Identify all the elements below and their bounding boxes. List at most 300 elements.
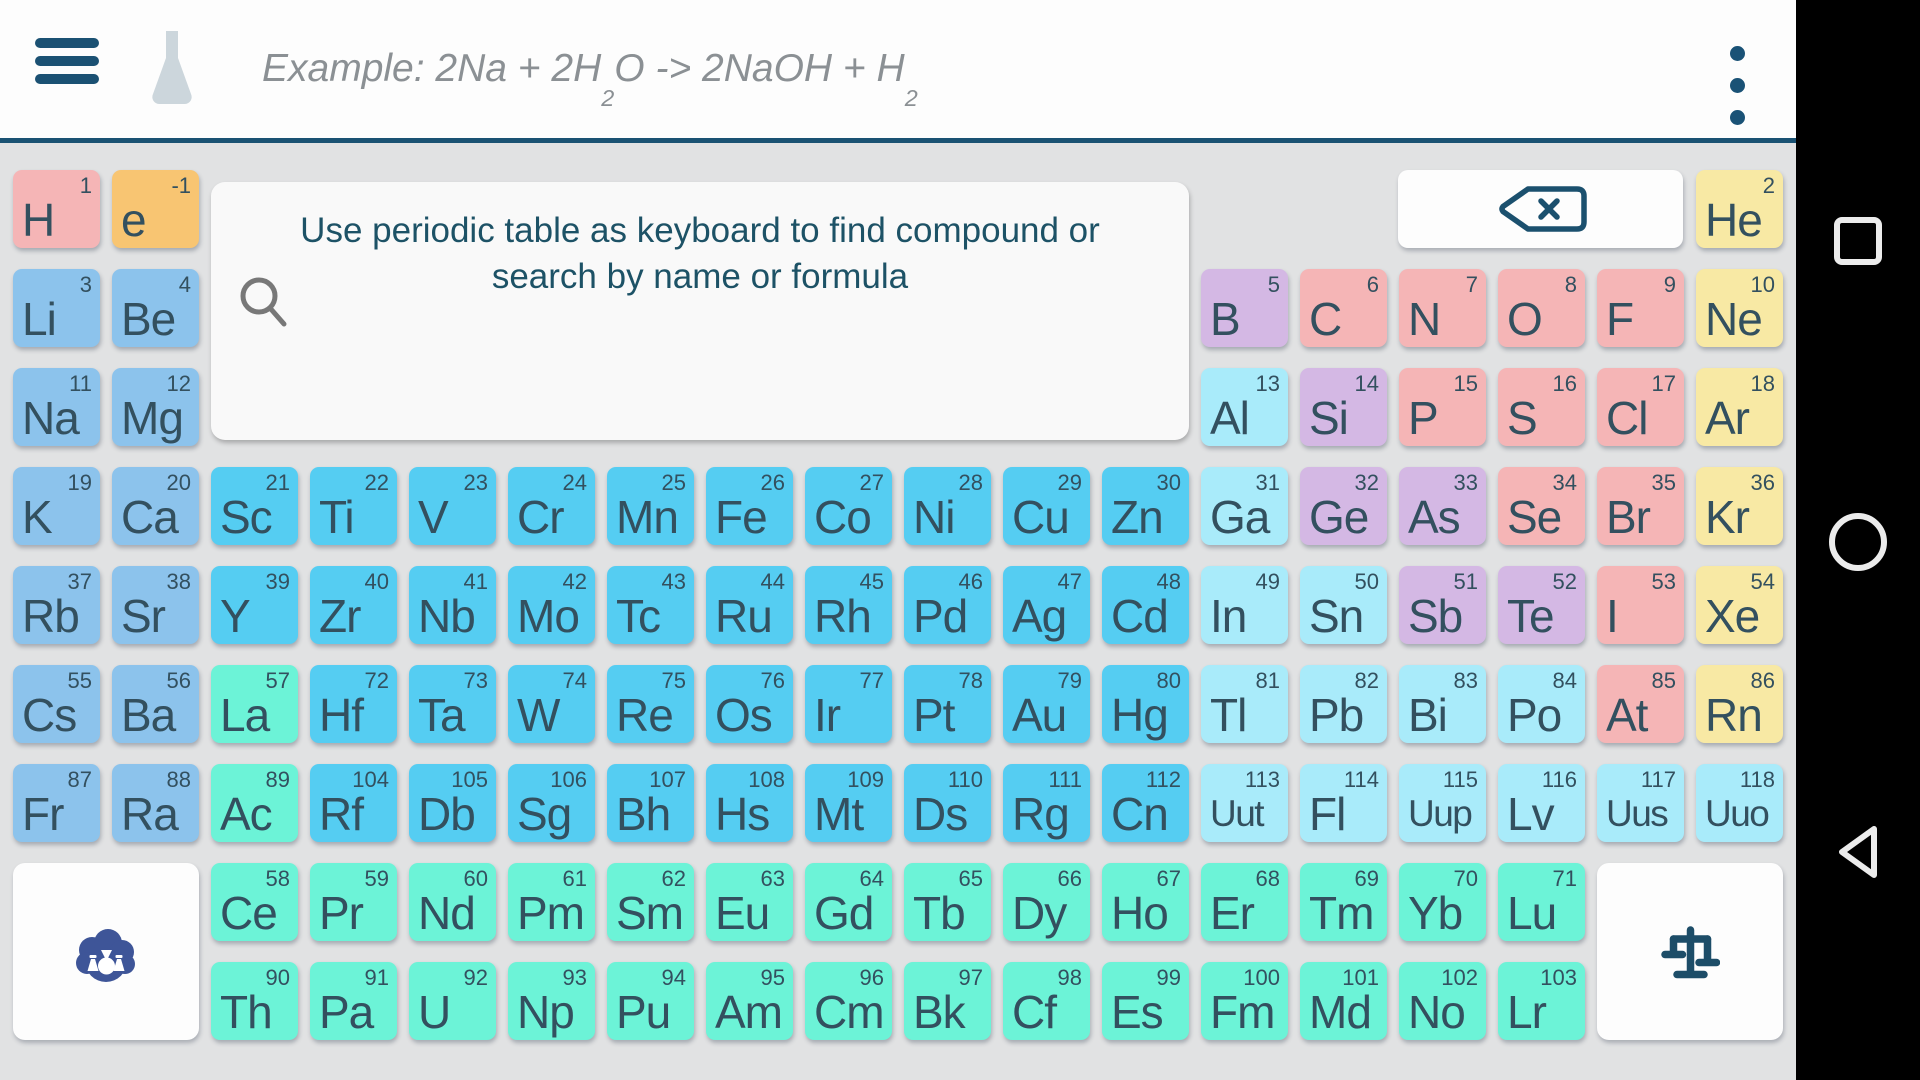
element-key-Pm[interactable] — [508, 863, 595, 941]
element-key-Sr[interactable] — [112, 566, 199, 644]
element-symbol: Ir — [814, 689, 841, 741]
element-symbol: Cn — [1111, 788, 1168, 840]
element-key-e[interactable] — [112, 170, 199, 248]
element-key-Y[interactable] — [211, 566, 298, 644]
element-symbol: Bk — [913, 986, 965, 1038]
element-key-Uus[interactable] — [1597, 764, 1684, 842]
atomic-number: 19 — [67, 470, 92, 495]
element-key-Rn[interactable] — [1696, 665, 1783, 743]
element-key-I[interactable] — [1597, 566, 1684, 644]
subscript: 2 — [601, 85, 615, 111]
element-symbol: I — [1606, 590, 1618, 642]
atomic-number: 31 — [1255, 470, 1280, 495]
element-symbol: Br — [1606, 491, 1650, 543]
element-symbol: He — [1705, 194, 1762, 246]
element-key-Yb[interactable] — [1399, 863, 1486, 941]
element-key-Sc[interactable] — [211, 467, 298, 545]
element-symbol: Zn — [1111, 491, 1163, 543]
element-symbol: Rh — [814, 590, 871, 642]
element-symbol: Rf — [319, 788, 363, 840]
element-symbol: Dy — [1012, 887, 1067, 939]
atomic-number: 60 — [463, 866, 488, 891]
element-key-Mo[interactable] — [508, 566, 595, 644]
element-symbol: Mo — [517, 590, 579, 642]
element-symbol: Be — [121, 293, 176, 345]
element-key-In[interactable] — [1201, 566, 1288, 644]
element-symbol: Fe — [715, 491, 767, 543]
atomic-number: 110 — [947, 767, 983, 792]
element-key-Hs[interactable] — [706, 764, 793, 842]
atomic-number: 99 — [1156, 965, 1181, 990]
atomic-number: 50 — [1354, 569, 1379, 594]
element-key-Na[interactable] — [13, 368, 100, 446]
element-symbol: Ca — [121, 491, 178, 543]
element-symbol: Cr — [517, 491, 564, 543]
element-symbol: Ru — [715, 590, 772, 642]
element-key-Uuo[interactable] — [1696, 764, 1783, 842]
element-key-Ta[interactable] — [409, 665, 496, 743]
search-info-box — [211, 182, 1189, 440]
atomic-number: 9 — [1663, 272, 1676, 297]
atomic-number: 92 — [463, 965, 488, 990]
element-key-Po[interactable] — [1498, 665, 1585, 743]
element-symbol: Y — [220, 590, 250, 642]
element-key-S[interactable] — [1498, 368, 1585, 446]
hamburger-icon — [35, 74, 99, 84]
element-symbol: Po — [1507, 689, 1562, 741]
recents-button[interactable] — [1796, 216, 1920, 266]
element-key-Hg[interactable] — [1102, 665, 1189, 743]
element-symbol: Ga — [1210, 491, 1270, 543]
atomic-number: 64 — [859, 866, 884, 891]
element-symbol: Na — [22, 392, 79, 444]
element-symbol: e — [121, 194, 146, 246]
element-symbol: At — [1606, 689, 1648, 741]
element-key-P[interactable] — [1399, 368, 1486, 446]
atomic-number: 105 — [451, 767, 488, 792]
element-key-Fr[interactable] — [13, 764, 100, 842]
back-button[interactable] — [1796, 822, 1920, 882]
element-symbol: Mn — [616, 491, 678, 543]
element-key-Uut[interactable] — [1201, 764, 1288, 842]
atomic-number: 20 — [166, 470, 191, 495]
atomic-number: 68 — [1255, 866, 1280, 891]
element-symbol: Eu — [715, 887, 770, 939]
atomic-number: 23 — [463, 470, 488, 495]
element-key-Cf[interactable] — [1003, 962, 1090, 1040]
element-key-Sn[interactable] — [1300, 566, 1387, 644]
element-key-Fl[interactable] — [1300, 764, 1387, 842]
element-key-Pa[interactable] — [310, 962, 397, 1040]
atomic-number: 111 — [1048, 767, 1082, 792]
atomic-number: 70 — [1453, 866, 1478, 891]
element-symbol: Uus — [1606, 793, 1668, 834]
atomic-number: 96 — [859, 965, 884, 990]
element-key-Rg[interactable] — [1003, 764, 1090, 842]
element-key-Ga[interactable] — [1201, 467, 1288, 545]
atomic-number: 33 — [1453, 470, 1478, 495]
element-symbol: Re — [616, 689, 673, 741]
atomic-number: 12 — [166, 371, 191, 396]
atomic-number: 88 — [166, 767, 191, 792]
element-key-Nb[interactable] — [409, 566, 496, 644]
element-symbol: Ra — [121, 788, 178, 840]
atomic-number: 36 — [1750, 470, 1775, 495]
atomic-number: 80 — [1156, 668, 1181, 693]
atomic-number: 109 — [847, 767, 884, 792]
molar-mass-panel-button[interactable] — [1597, 863, 1783, 1040]
element-symbol: Ce — [220, 887, 277, 939]
atomic-number: 115 — [1442, 767, 1478, 792]
element-symbol: Ni — [913, 491, 955, 543]
element-key-Tl[interactable] — [1201, 665, 1288, 743]
subscript: 2 — [904, 85, 918, 111]
atomic-number: 49 — [1255, 569, 1280, 594]
element-key-Os[interactable] — [706, 665, 793, 743]
element-symbol: Tl — [1210, 689, 1247, 741]
element-symbol: Cf — [1012, 986, 1056, 1038]
element-key-La[interactable] — [211, 665, 298, 743]
element-symbol: Np — [517, 986, 574, 1038]
element-key-O[interactable] — [1498, 269, 1585, 347]
element-symbol: Am — [715, 986, 782, 1038]
periodic-table-keyboard — [0, 143, 1796, 1080]
element-key-Br[interactable] — [1597, 467, 1684, 545]
element-key-Ag[interactable] — [1003, 566, 1090, 644]
element-key-Ra[interactable] — [112, 764, 199, 842]
atomic-number: 52 — [1552, 569, 1577, 594]
element-symbol: In — [1210, 590, 1247, 642]
element-key-F[interactable] — [1597, 269, 1684, 347]
element-key-Ba[interactable] — [112, 665, 199, 743]
element-key-Eu[interactable] — [706, 863, 793, 941]
element-symbol: U — [418, 986, 451, 1038]
element-key-Cu[interactable] — [1003, 467, 1090, 545]
element-key-Ds[interactable] — [904, 764, 991, 842]
atomic-number: 13 — [1255, 371, 1280, 396]
atomic-number: 93 — [562, 965, 587, 990]
element-key-Rb[interactable] — [13, 566, 100, 644]
element-key-Cs[interactable] — [13, 665, 100, 743]
element-symbol: C — [1309, 293, 1342, 345]
backspace-key[interactable] — [1398, 170, 1683, 248]
atomic-number: 62 — [661, 866, 686, 891]
element-key-Ti[interactable] — [310, 467, 397, 545]
element-symbol: Li — [22, 293, 56, 345]
element-symbol: Cu — [1012, 491, 1069, 543]
element-symbol: Sg — [517, 788, 572, 840]
element-key-Ar[interactable] — [1696, 368, 1783, 446]
element-key-Kr[interactable] — [1696, 467, 1783, 545]
atomic-number: 18 — [1750, 371, 1775, 396]
atomic-number: 118 — [1739, 767, 1775, 792]
element-key-Lu[interactable] — [1498, 863, 1585, 941]
element-symbol: Pr — [319, 887, 363, 939]
element-symbol: Lr — [1507, 986, 1546, 1038]
element-key-Pu[interactable] — [607, 962, 694, 1040]
vertical-ellipsis-icon — [1730, 110, 1745, 125]
element-symbol: Si — [1309, 392, 1348, 444]
atomic-number: 77 — [859, 668, 884, 693]
atomic-number: 15 — [1453, 371, 1478, 396]
home-button[interactable] — [1796, 511, 1920, 573]
element-symbol: Md — [1309, 986, 1371, 1038]
element-symbol: Yb — [1408, 887, 1463, 939]
element-key-Al[interactable] — [1201, 368, 1288, 446]
element-key-Uup[interactable] — [1399, 764, 1486, 842]
element-key-Xe[interactable] — [1696, 566, 1783, 644]
element-key-Cl[interactable] — [1597, 368, 1684, 446]
element-key-Tc[interactable] — [607, 566, 694, 644]
element-symbol: Se — [1507, 491, 1562, 543]
element-key-He[interactable] — [1696, 170, 1783, 248]
element-key-Bh[interactable] — [607, 764, 694, 842]
element-symbol: Cd — [1111, 590, 1168, 642]
element-key-As[interactable] — [1399, 467, 1486, 545]
element-symbol: Ba — [121, 689, 176, 741]
atomic-number: 85 — [1651, 668, 1676, 693]
element-key-Np[interactable] — [508, 962, 595, 1040]
element-symbol: Al — [1210, 392, 1249, 444]
element-symbol: Os — [715, 689, 772, 741]
element-key-V[interactable] — [409, 467, 496, 545]
element-key-Sb[interactable] — [1399, 566, 1486, 644]
element-key-Lr[interactable] — [1498, 962, 1585, 1040]
atomic-number: -1 — [171, 173, 191, 198]
element-key-B[interactable] — [1201, 269, 1288, 347]
circle-icon — [1827, 511, 1889, 573]
element-key-Zr[interactable] — [310, 566, 397, 644]
element-key-Ni[interactable] — [904, 467, 991, 545]
element-key-Se[interactable] — [1498, 467, 1585, 545]
atomic-number: 16 — [1552, 371, 1577, 396]
atomic-number: 58 — [265, 866, 290, 891]
flasks-blob-icon — [75, 921, 137, 983]
element-symbol: Cm — [814, 986, 884, 1038]
element-key-Mt[interactable] — [805, 764, 892, 842]
atomic-number: 94 — [661, 965, 686, 990]
element-symbol: Db — [418, 788, 475, 840]
atomic-number: 8 — [1564, 272, 1577, 297]
element-key-Bk[interactable] — [904, 962, 991, 1040]
atomic-number: 61 — [562, 866, 587, 891]
element-symbol: Lv — [1507, 788, 1554, 840]
compounds-panel-button[interactable] — [13, 863, 199, 1040]
atomic-number: 100 — [1243, 965, 1280, 990]
atomic-number: 17 — [1651, 371, 1676, 396]
element-key-Zn[interactable] — [1102, 467, 1189, 545]
atomic-number: 3 — [79, 272, 92, 297]
element-key-At[interactable] — [1597, 665, 1684, 743]
atomic-number: 67 — [1156, 866, 1181, 891]
element-key-Md[interactable] — [1300, 962, 1387, 1040]
atomic-number: 35 — [1651, 470, 1676, 495]
vertical-ellipsis-icon — [1730, 78, 1745, 93]
element-symbol: Sn — [1309, 590, 1364, 642]
element-symbol: Bi — [1408, 689, 1447, 741]
element-symbol: Tm — [1309, 887, 1374, 939]
atomic-number: 59 — [364, 866, 389, 891]
element-symbol: Es — [1111, 986, 1163, 1038]
atomic-number: 98 — [1057, 965, 1082, 990]
element-key-C[interactable] — [1300, 269, 1387, 347]
element-symbol: Cs — [22, 689, 77, 741]
element-symbol: Ds — [913, 788, 968, 840]
element-symbol: B — [1210, 293, 1240, 345]
element-key-Pt[interactable] — [904, 665, 991, 743]
element-key-Cd[interactable] — [1102, 566, 1189, 644]
element-symbol: Co — [814, 491, 871, 543]
element-key-Ru[interactable] — [706, 566, 793, 644]
element-key-Pr[interactable] — [310, 863, 397, 941]
atomic-number: 27 — [859, 470, 884, 495]
element-key-K[interactable] — [13, 467, 100, 545]
atomic-number: 72 — [364, 668, 389, 693]
element-key-Rf[interactable] — [310, 764, 397, 842]
atomic-number: 46 — [958, 569, 983, 594]
element-key-Er[interactable] — [1201, 863, 1288, 941]
element-key-Ho[interactable] — [1102, 863, 1189, 941]
atomic-number: 112 — [1145, 767, 1181, 792]
atomic-number: 32 — [1354, 470, 1379, 495]
element-key-Ce[interactable] — [211, 863, 298, 941]
app-header — [0, 0, 1796, 143]
element-key-Pd[interactable] — [904, 566, 991, 644]
element-key-Re[interactable] — [607, 665, 694, 743]
flask-icon — [148, 28, 196, 110]
backspace-icon — [1492, 182, 1590, 236]
overflow-menu-button[interactable] — [1730, 46, 1746, 142]
element-symbol: Mt — [814, 788, 864, 840]
atomic-number: 1 — [79, 173, 92, 198]
element-symbol: Pa — [319, 986, 374, 1038]
element-key-Au[interactable] — [1003, 665, 1090, 743]
triangle-left-icon — [1832, 822, 1884, 882]
element-symbol: Hs — [715, 788, 770, 840]
atomic-number: 39 — [265, 569, 290, 594]
element-key-Ir[interactable] — [805, 665, 892, 743]
atomic-number: 75 — [661, 668, 686, 693]
element-key-Cn[interactable] — [1102, 764, 1189, 842]
element-key-Rh[interactable] — [805, 566, 892, 644]
atomic-number: 53 — [1651, 569, 1676, 594]
element-key-Db[interactable] — [409, 764, 496, 842]
element-key-Sg[interactable] — [508, 764, 595, 842]
element-symbol: V — [418, 491, 448, 543]
atomic-number: 65 — [958, 866, 983, 891]
element-key-Am[interactable] — [706, 962, 793, 1040]
element-key-Cm[interactable] — [805, 962, 892, 1040]
atomic-number: 78 — [958, 668, 983, 693]
element-key-Dy[interactable] — [1003, 863, 1090, 941]
element-key-Tm[interactable] — [1300, 863, 1387, 941]
vertical-ellipsis-icon — [1730, 46, 1745, 61]
element-symbol: Pb — [1309, 689, 1364, 741]
atomic-number: 6 — [1366, 272, 1379, 297]
atomic-number: 117 — [1640, 767, 1676, 792]
element-key-Cr[interactable] — [508, 467, 595, 545]
element-key-N[interactable] — [1399, 269, 1486, 347]
element-key-Ac[interactable] — [211, 764, 298, 842]
atomic-number: 30 — [1156, 470, 1181, 495]
element-key-Co[interactable] — [805, 467, 892, 545]
element-symbol: Kr — [1705, 491, 1749, 543]
atomic-number: 4 — [178, 272, 191, 297]
element-symbol: Ac — [220, 788, 272, 840]
atomic-number: 25 — [661, 470, 686, 495]
atomic-number: 91 — [364, 965, 389, 990]
element-symbol: Tb — [913, 887, 965, 939]
element-key-H[interactable] — [13, 170, 100, 248]
atomic-number: 41 — [463, 569, 488, 594]
element-key-Th[interactable] — [211, 962, 298, 1040]
element-key-Gd[interactable] — [805, 863, 892, 941]
element-key-Si[interactable] — [1300, 368, 1387, 446]
atomic-number: 82 — [1354, 668, 1379, 693]
atomic-number: 63 — [760, 866, 785, 891]
element-key-U[interactable] — [409, 962, 496, 1040]
element-symbol: Nb — [418, 590, 475, 642]
element-key-Sm[interactable] — [607, 863, 694, 941]
atomic-number: 108 — [748, 767, 785, 792]
element-symbol: P — [1408, 392, 1438, 444]
element-symbol: Lu — [1507, 887, 1557, 939]
info-message: Use periodic table as keyboard to find compound or search by name or formula — [300, 211, 1100, 296]
element-symbol: K — [22, 491, 52, 543]
atomic-number: 116 — [1541, 767, 1577, 792]
element-key-Mg[interactable] — [112, 368, 199, 446]
atomic-number: 34 — [1552, 470, 1577, 495]
atomic-number: 11 — [69, 371, 92, 396]
element-symbol: As — [1408, 491, 1460, 543]
atomic-number: 14 — [1354, 371, 1379, 396]
hamburger-menu-button[interactable] — [35, 38, 99, 84]
element-key-No[interactable] — [1399, 962, 1486, 1040]
element-key-Bi[interactable] — [1399, 665, 1486, 743]
element-key-Nd[interactable] — [409, 863, 496, 941]
element-key-Ge[interactable] — [1300, 467, 1387, 545]
atomic-number: 21 — [265, 470, 290, 495]
element-key-Mn[interactable] — [607, 467, 694, 545]
element-key-Lv[interactable] — [1498, 764, 1585, 842]
formula-input[interactable]: Example: 2Na + 2H 2 O -> 2NaOH + H 2 — [262, 0, 1412, 138]
element-symbol: Fm — [1210, 986, 1275, 1038]
element-key-Es[interactable] — [1102, 962, 1189, 1040]
element-symbol: O — [1507, 293, 1542, 345]
element-symbol: Zr — [319, 590, 361, 642]
element-key-Tb[interactable] — [904, 863, 991, 941]
element-key-Fm[interactable] — [1201, 962, 1288, 1040]
element-symbol: Uup — [1408, 793, 1472, 834]
element-symbol: Th — [220, 986, 272, 1038]
element-key-Ne[interactable] — [1696, 269, 1783, 347]
atomic-number: 97 — [958, 965, 983, 990]
element-key-Li[interactable] — [13, 269, 100, 347]
element-key-Ca[interactable] — [112, 467, 199, 545]
element-key-Fe[interactable] — [706, 467, 793, 545]
element-key-W[interactable] — [508, 665, 595, 743]
atomic-number: 90 — [265, 965, 290, 990]
element-symbol: Ag — [1012, 590, 1067, 642]
atomic-number: 81 — [1255, 668, 1280, 693]
atomic-number: 51 — [1453, 569, 1478, 594]
element-symbol: F — [1606, 293, 1634, 345]
element-key-Hf[interactable] — [310, 665, 397, 743]
atomic-number: 55 — [67, 668, 92, 693]
element-key-Pb[interactable] — [1300, 665, 1387, 743]
element-key-Te[interactable] — [1498, 566, 1585, 644]
element-key-Be[interactable] — [112, 269, 199, 347]
